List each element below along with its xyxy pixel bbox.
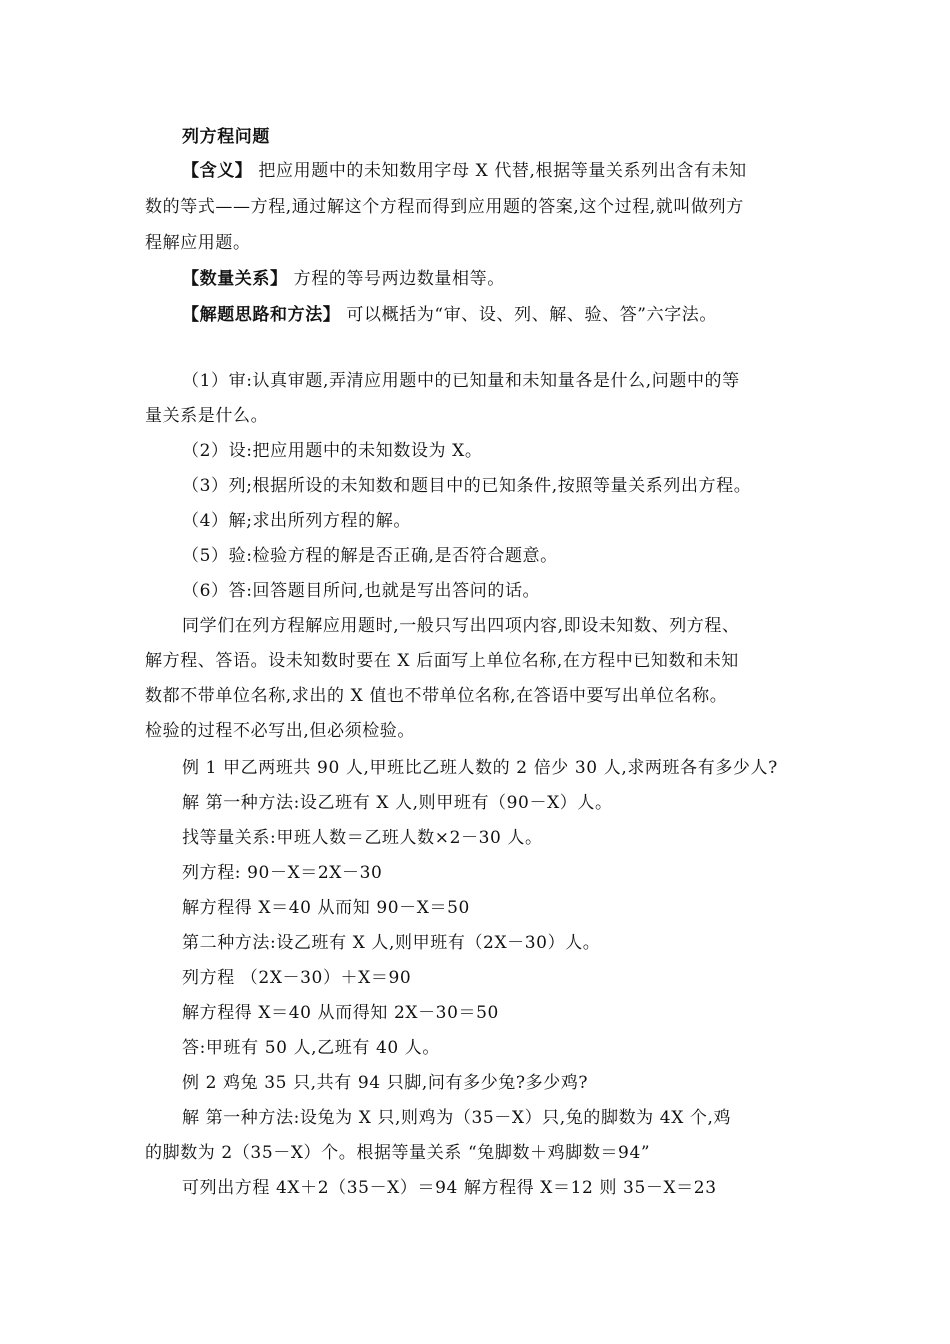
method-line [182,303,717,327]
relation-text: 方程的等号两边数量相等。 [293,269,505,289]
example1-line: 找等量关系:甲班人数＝乙班人数×2－30 人。 [182,828,543,848]
step-line: （4）解;求出所列方程的解。 [182,511,411,531]
step-line: 量关系是什么。 [145,406,269,426]
note-line: 同学们在列方程解应用题时,一般只写出四项内容,即设未知数、列方程、 [182,616,740,636]
meaning-line-2: 数的等式——方程,通过解这个方程而得到应用题的答案,这个过程,就叫做列方 [145,197,744,217]
method-text: 可以概括为“审、设、列、解、验、答”六字法。 [346,305,718,325]
example1-line: 列方程 （2X－30）＋X＝90 [182,968,412,988]
step-line: （5）验:检验方程的解是否正确,是否符合题意。 [182,546,558,566]
method-label: 【解题思路和方法】 [182,305,341,325]
example1-line: 答:甲班有 50 人,乙班有 40 人。 [182,1038,441,1058]
meaning-text-1: 把应用题中的未知数用字母 X 代替,根据等量关系列出含有未知 [258,161,747,181]
example2-line: 的脚数为 2（35－X）个。根据等量关系 “兔脚数＋鸡脚数＝94” [145,1143,651,1163]
meaning-line-3: 程解应用题。 [145,233,251,253]
example1-line: 第二种方法:设乙班有 X 人,则甲班有（2X－30）人。 [182,933,601,953]
page-title: 列方程问题 [182,127,270,147]
example1-line: 列方程: 90－X＝2X－30 [182,863,383,883]
step-line: （2）设:把应用题中的未知数设为 X。 [182,441,483,461]
example1-line: 解 第一种方法:设乙班有 X 人,则甲班有（90－X）人。 [182,793,613,813]
step-line: （6）答:回答题目所问,也就是写出答问的话。 [182,581,541,601]
relation-label: 【数量关系】 [182,269,288,289]
example1-line: 解方程得 X＝40 从而知 90－X＝50 [182,898,470,918]
note-line: 数都不带单位名称,求出的 X 值也不带单位名称,在答语中要写出单位名称。 [145,686,728,706]
example2-line: 例 2 鸡兔 35 只,共有 94 只脚,问有多少兔?多少鸡? [182,1073,589,1093]
meaning-label: 【含义】 [182,161,253,181]
meaning-line-1 [182,159,747,183]
relation-line [182,267,505,291]
example2-line: 解 第一种方法:设兔为 X 只,则鸡为（35－X）只,兔的脚数为 4X 个,鸡 [182,1108,732,1128]
step-line: （3）列;根据所设的未知数和题目中的已知条件,按照等量关系列出方程。 [182,476,752,496]
note-line: 检验的过程不必写出,但必须检验。 [145,721,416,741]
example1-line: 例 1 甲乙两班共 90 人,甲班比乙班人数的 2 倍少 30 人,求两班各有多少人? [182,758,778,778]
example2-line: 可列出方程 4X＋2（35－X）＝94 解方程得 X＝12 则 35－X＝23 [182,1178,717,1198]
example1-line: 解方程得 X＝40 从而得知 2X－30＝50 [182,1003,499,1023]
note-line: 解方程、答语。设未知数时要在 X 后面写上单位名称,在方程中已知数和未知 [145,651,739,671]
step-line: （1）审:认真审题,弄清应用题中的已知量和未知量各是什么,问题中的等 [182,371,740,391]
